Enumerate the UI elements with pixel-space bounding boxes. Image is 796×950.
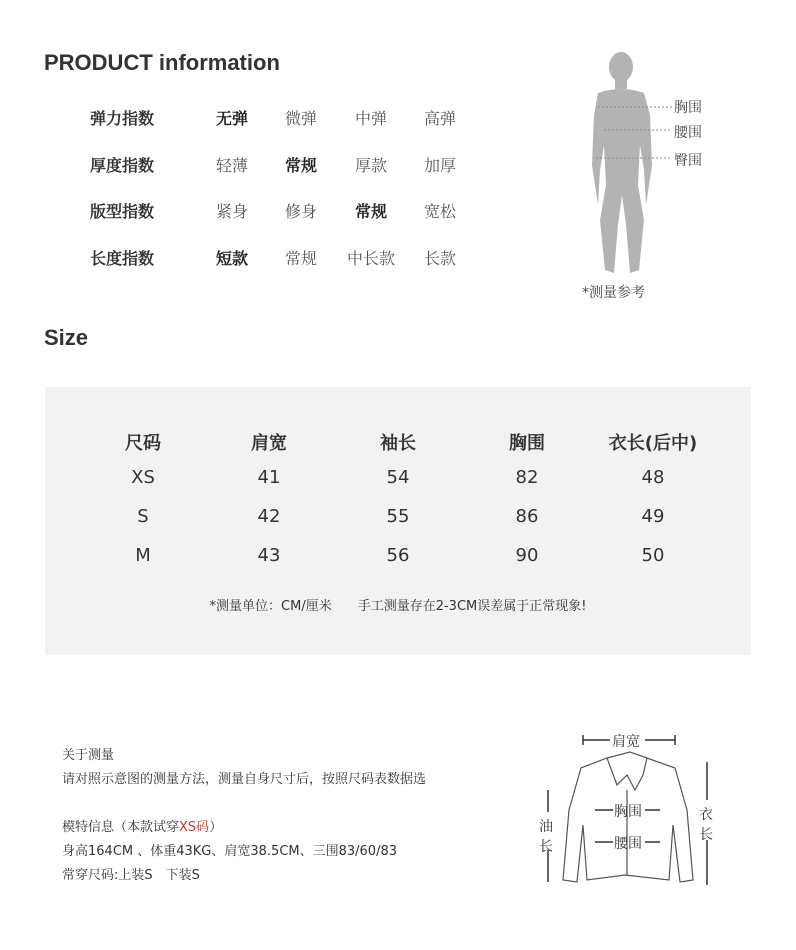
size-cell: 50 [641,545,665,566]
size-cell: 56 [386,545,410,566]
attribute-row [0,106,520,136]
attribute-label: 版型指数 [90,202,155,221]
jacket-waist-label: 腰围 [614,836,642,852]
attribute-option: 紧身 [215,202,248,221]
attribute-option: 长款 [423,249,456,268]
jacket-shoulder-label: 肩宽 [612,734,640,750]
attribute-row [0,199,520,229]
size-title: Size [44,325,89,350]
waist-label: 腰围 [674,125,702,141]
size-cell: 48 [641,467,665,488]
size-cell: 55 [386,506,410,527]
size-header-cell: 尺码 [125,433,161,454]
size-header-cell: 袖长 [380,433,416,454]
attribute-option: 加厚 [423,156,456,175]
usual-size: 常穿尺码:上装S 下装S [62,868,200,883]
attribute-option: 高弹 [423,109,456,128]
model-size: XS码 [179,820,210,835]
size-cell: M [135,545,151,566]
body-figure [560,45,740,280]
jacket-sleeve-char-1: 油 [539,819,553,835]
attribute-option: 微弹 [284,109,317,128]
jacket-length-char-1: 衣 [699,807,713,823]
size-cell: 42 [257,506,281,527]
attribute-option-selected: 常规 [354,202,387,221]
model-body: 身高164CM 、体重43KG、肩宽38.5CM、三围83/60/83 [62,844,398,859]
about-text: 请对照示意图的测量方法，测量自身尺寸后，按照尺码表数据选 [62,772,427,787]
attribute-option: 修身 [284,202,317,221]
attribute-label: 厚度指数 [90,156,155,175]
attribute-row [0,153,520,183]
attribute-option: 中弹 [354,109,387,128]
model-prefix: 模特信息（本款试穿 [62,820,180,835]
jacket-length-char-2: 长 [699,827,713,843]
size-note: *测量单位：CM/厘米 手工测量存在2-3CM误差属于正常现象! [209,599,587,614]
size-cell: XS [131,467,155,488]
size-cell: 86 [515,506,539,527]
attribute-row [0,246,520,276]
size-header-cell: 衣长(后中) [608,433,698,454]
jacket-chest-label: 胸围 [614,804,642,820]
attribute-label: 长度指数 [90,249,155,268]
attribute-option: 宽松 [423,202,456,221]
product-title: PRODUCT information [44,50,280,75]
attribute-option-selected: 无弹 [215,109,248,128]
size-header-cell: 胸围 [509,433,545,454]
attribute-option: 中长款 [346,249,395,268]
attribute-option: 轻薄 [215,156,248,175]
size-cell: 43 [257,545,281,566]
size-cell: S [137,506,149,527]
model-info [62,816,222,835]
size-cell: 41 [257,467,281,488]
size-header-cell: 肩宽 [251,433,287,454]
hip-label: 臀围 [674,153,702,169]
size-table [45,387,751,655]
body-silhouette [592,52,652,273]
attribute-label: 弹力指数 [90,109,155,128]
attribute-option-selected: 短款 [215,249,248,268]
size-cell: 54 [386,467,410,488]
size-cell: 82 [515,467,539,488]
model-suffix: ） [209,820,223,835]
attribute-option: 常规 [284,249,317,268]
attribute-option-selected: 常规 [284,156,317,175]
figure-caption: *测量参考 [582,285,645,301]
attribute-option: 厚款 [354,156,387,175]
about-title: 关于测量 [62,748,115,763]
jacket-sleeve-char-2: 长 [539,839,553,855]
size-cell: 49 [641,506,665,527]
size-cell: 90 [515,545,539,566]
chest-label: 胸围 [674,100,702,116]
